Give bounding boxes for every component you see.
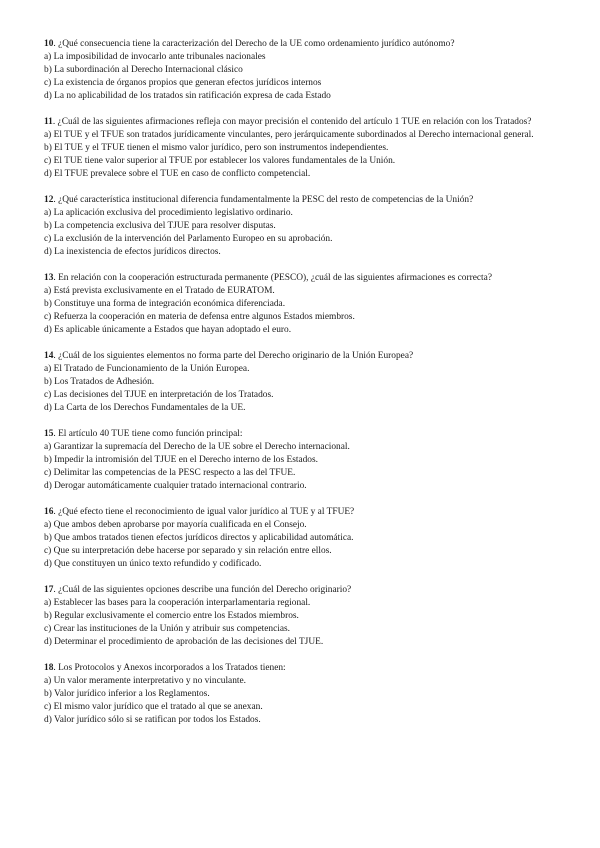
question-13 <box>44 272 564 337</box>
answer-option: c) Que su interpretación debe hacerse por separado y sin relación entre ellos. <box>44 546 332 556</box>
question-number: 13 <box>44 273 54 283</box>
question-text <box>44 428 564 441</box>
question-text <box>44 272 564 285</box>
answer-option: c) El TUE tiene valor superior al TFUE por establecer los valores fundamentales de la Unión. <box>44 156 396 166</box>
answer-option: a) La aplicación exclusiva del procedimiento legislativo ordinario. <box>44 208 293 218</box>
question-16 <box>44 506 564 571</box>
answer-option: b) Constituye una forma de integración económica diferenciada. <box>44 299 286 309</box>
question-12 <box>44 194 564 259</box>
question-11 <box>44 116 564 181</box>
question-18 <box>44 662 564 727</box>
question-text <box>44 662 564 675</box>
answer-option: a) Garantizar la supremacía del Derecho de la UE sobre el Derecho internacional. <box>44 442 350 452</box>
answer-option: d) La no aplicabilidad de los tratados sin ratificación expresa de cada Estado <box>44 91 331 101</box>
question-text <box>44 38 564 51</box>
question-body: . ¿Qué consecuencia tiene la caracterización del Derecho de la UE como ordenamiento jurídico autónomo? <box>53 39 455 49</box>
question-body: . ¿Qué efecto tiene el reconocimiento de igual valor jurídico al TUE y al TFUE? <box>53 507 355 517</box>
document-page <box>44 38 564 740</box>
question-text <box>44 194 564 207</box>
question-14 <box>44 350 564 415</box>
question-body: . ¿Cuál de las siguientes opciones describe una función del Derecho originario? <box>53 585 352 595</box>
answer-option: c) Refuerza la cooperación en materia de defensa entre algunos Estados miembros. <box>44 312 355 322</box>
question-10 <box>44 38 564 103</box>
question-body: . Los Protocolos y Anexos incorporados a los Tratados tienen: <box>53 663 286 673</box>
answer-option: c) La existencia de órganos propios que generan efectos jurídicos internos <box>44 78 322 88</box>
question-text <box>44 116 564 129</box>
question-number: 14 <box>44 351 54 361</box>
question-number: 10 <box>44 39 54 49</box>
question-number: 18 <box>44 663 54 673</box>
answer-option: c) Delimitar las competencias de la PESC respecto a las del TFUE. <box>44 468 296 478</box>
question-15 <box>44 428 564 493</box>
answer-option: a) Que ambos deben aprobarse por mayoría cualificada en el Consejo. <box>44 520 307 530</box>
answer-option: d) Determinar el procedimiento de aprobación de las decisiones del TJUE. <box>44 637 324 647</box>
question-body: . ¿Qué característica institucional diferencia fundamentalmente la PESC del resto de competencias de la Unión? <box>53 195 474 205</box>
answer-option: d) Es aplicable únicamente a Estados que hayan adoptado el euro. <box>44 325 292 335</box>
answer-option: c) Crear las instituciones de la Unión y atribuir sus competencias. <box>44 624 291 634</box>
answer-option: d) La Carta de los Derechos Fundamentales de la UE. <box>44 403 246 413</box>
question-text <box>44 584 564 597</box>
question-number: 12 <box>44 195 54 205</box>
answer-option: b) Que ambos tratados tienen efectos jurídicos directos y aplicabilidad automática. <box>44 533 354 543</box>
answer-option: a) El TUE y el TFUE son tratados jurídicamente vinculantes, pero jerárquicamente subordinados al Derecho internacional general. <box>44 130 534 140</box>
question-number: 17 <box>44 585 54 595</box>
question-body: . En relación con la cooperación estructurada permanente (PESCO), ¿cuál de las siguientes afirmaciones es correcta? <box>53 273 492 283</box>
answer-option: d) Derogar automáticamente cualquier tratado internacional contrario. <box>44 481 307 491</box>
answer-option: d) La inexistencia de efectos jurídicos directos. <box>44 247 221 257</box>
answer-option: d) Que constituyen un único texto refundido y codificado. <box>44 559 262 569</box>
question-body: . ¿Cuál de las siguientes afirmaciones refleja con mayor precisión el contenido del artículo 1 TUE en relación con los Tratados? <box>52 117 532 127</box>
question-body: . ¿Cuál de los siguientes elementos no forma parte del Derecho originario de la Unión Europea? <box>53 351 414 361</box>
answer-option: a) Establecer las bases para la cooperación interparlamentaria regional. <box>44 598 311 608</box>
answer-option: b) Los Tratados de Adhesión. <box>44 377 155 387</box>
answer-option: c) La exclusión de la intervención del Parlamento Europeo en su aprobación. <box>44 234 333 244</box>
question-number: 11 <box>44 117 53 127</box>
question-number: 15 <box>44 429 54 439</box>
answer-option: d) El TFUE prevalece sobre el TUE en caso de conflicto competencial. <box>44 169 311 179</box>
answer-option: b) Impedir la intromisión del TJUE en el Derecho interno de los Estados. <box>44 455 318 465</box>
answer-option: c) El mismo valor jurídico que el tratado al que se anexan. <box>44 702 263 712</box>
answer-option: b) El TUE y el TFUE tienen el mismo valor jurídico, pero son instrumentos independientes. <box>44 143 389 153</box>
answer-option: a) El Tratado de Funcionamiento de la Unión Europea. <box>44 364 250 374</box>
question-body: . El artículo 40 TUE tiene como función principal: <box>53 429 243 439</box>
question-17 <box>44 584 564 649</box>
question-text <box>44 506 564 519</box>
answer-option: a) Un valor meramente interpretativo y no vinculante. <box>44 676 247 686</box>
answer-option: a) Está prevista exclusivamente en el Tratado de EURATOM. <box>44 286 275 296</box>
question-text <box>44 350 564 363</box>
answer-option: a) La imposibilidad de invocarlo ante tribunales nacionales <box>44 52 266 62</box>
answer-option: b) La subordinación al Derecho Internacional clásico <box>44 65 243 75</box>
question-number: 16 <box>44 507 54 517</box>
answer-option: d) Valor jurídico sólo si se ratifican por todos los Estados. <box>44 715 261 725</box>
answer-option: b) Regular exclusivamente el comercio entre los Estados miembros. <box>44 611 299 621</box>
answer-option: b) La competencia exclusiva del TJUE para resolver disputas. <box>44 221 276 231</box>
answer-option: c) Las decisiones del TJUE en interpretación de los Tratados. <box>44 390 274 400</box>
answer-option: b) Valor jurídico inferior a los Reglamentos. <box>44 689 210 699</box>
